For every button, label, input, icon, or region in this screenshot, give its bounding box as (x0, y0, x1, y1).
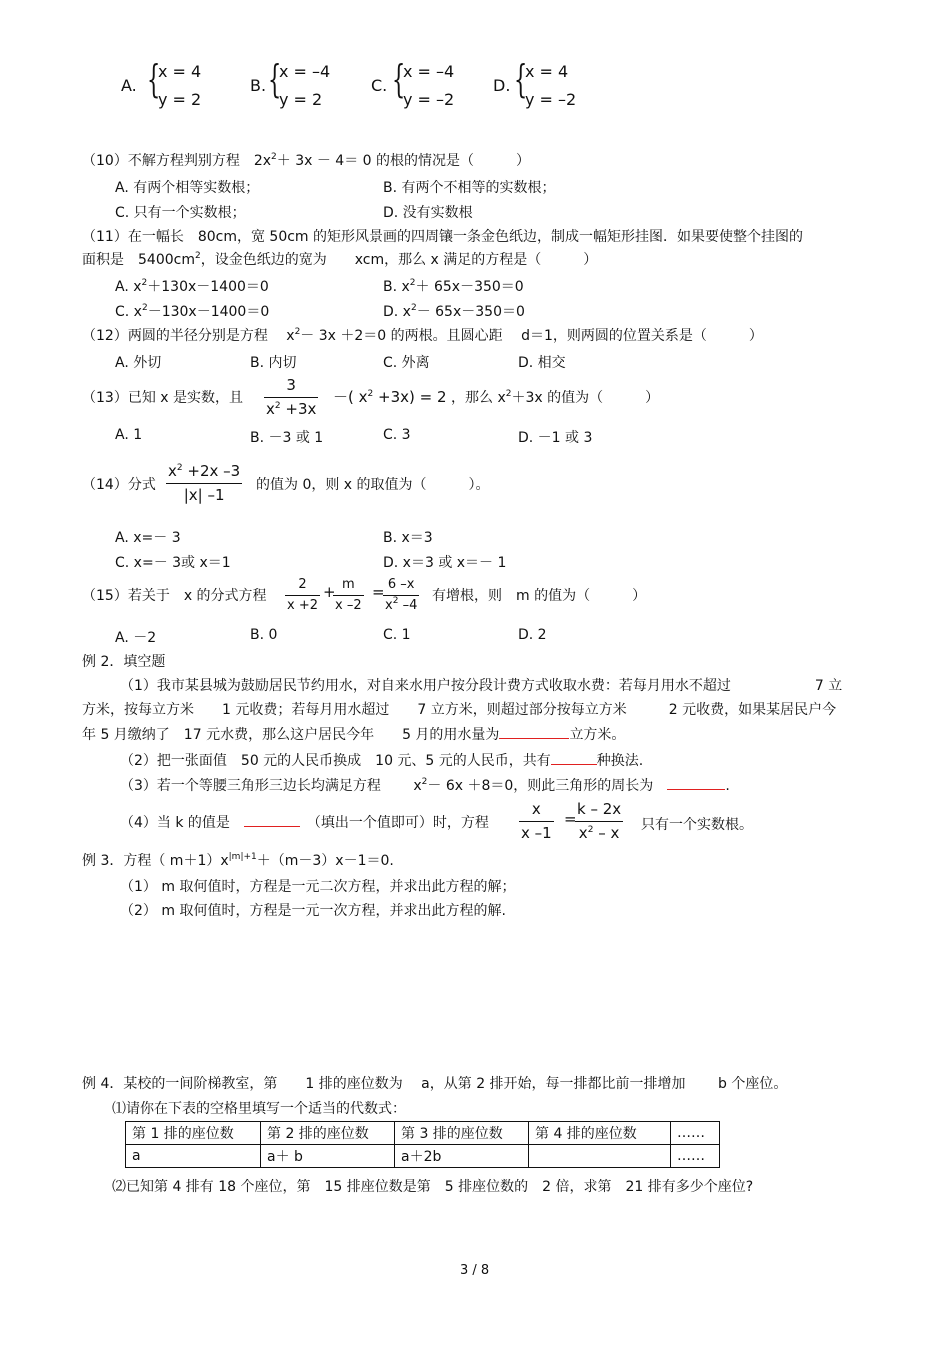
q9-option-b-line2: y = 2 (279, 90, 323, 109)
table-header-cell: 第 3 排的座位数 (395, 1122, 529, 1145)
q9-option-d-line2: y = –2 (525, 90, 577, 109)
q9-option-a-line2: y = 2 (158, 90, 202, 109)
q15-plus: + (323, 583, 336, 601)
ex3-q2: （2） m 取何值时，方程是一元一次方程，并求出此方程的解. (120, 903, 506, 919)
q10-stem: （10）不解方程判别方程 $2x^2+ 3x - 4= 0$ 的根的情况是（ ） (82, 152, 531, 169)
ex3-q1: （1） m 取何值时，方程是一元二次方程，并求出此方程的解； (120, 879, 516, 895)
table-cell-blank[interactable] (529, 1145, 671, 1168)
ex2-q1-line2: 方米，按每立方米 1 元收费；若每月用水超过 7 立方米，则超过部分按每立方米 2 元收费，如果某居民户今 (82, 702, 837, 718)
answer-blank[interactable] (667, 775, 725, 790)
q12-option-c: C. 外离 (383, 355, 430, 371)
table-row (126, 1145, 720, 1168)
answer-blank[interactable] (551, 750, 597, 765)
ex2-q4-equals: = (564, 810, 577, 828)
q15-equals: = (372, 583, 385, 601)
q10-option-d: D. 没有实数根 (383, 205, 473, 221)
q9-option-c-line2: y = –2 (403, 90, 455, 109)
q13-option-a: A. 1 (115, 427, 143, 443)
q15-stem-suffix: 有增根，则 m 的值为（ ） (432, 588, 647, 604)
q14-stem-suffix: 的值为 0，则 x 的取值为（ ）。 (256, 477, 490, 493)
example-2-title: 例 2．填空题 (82, 654, 166, 670)
seat-table (125, 1121, 720, 1168)
answer-blank[interactable] (499, 724, 569, 739)
brace-icon: { (392, 57, 406, 101)
ex2-q3: （3）若一个等腰三角形三边长均满足方程 $x^2- 6x +8=0$，则此三角形的周长为 . (120, 777, 730, 794)
q13-stem-prefix: （13）已知 x 是实数，且 (82, 390, 243, 406)
ex2-q4-fraction-2: k – 2x $x^2$ – x (577, 800, 622, 842)
q13-stem-suffix: ，那么 $x^2+3x$ 的值为（ ） (451, 389, 660, 406)
q9-option-d-letter: D. (493, 76, 511, 95)
q15-fraction-3: 6 –x $x^2$ –4 (385, 577, 418, 613)
q11-option-c: C. $x^2-130x-1400=0$ (115, 303, 270, 320)
q13-expression: －( $x^2 +3x) = 2$ (333, 388, 447, 406)
answer-blank[interactable] (244, 812, 300, 827)
table-cell: a (126, 1145, 261, 1168)
q15-option-d: D. 2 (518, 627, 547, 643)
q12-stem: （12）两圆的半径分别是方程 $x^2- 3x +2=0$ 的两根。且圆心距 d＝1，则两圆的位置关系是（ ） (82, 327, 763, 344)
q14-option-b: B. x＝3 (383, 530, 433, 546)
q9-option-b-line1: x = –4 (279, 62, 331, 81)
q11-option-b: B. $x^2+ 65x-350=0$ (383, 278, 524, 295)
q15-fraction-1: 2 x +2 (287, 577, 318, 613)
q12-option-b: B. 内切 (250, 355, 297, 371)
example-3-title: 例 3．方程（ $m+1)x^{|m|+1}+(m-3)x-1=0$. (82, 852, 394, 869)
q9-option-a-letter: A. (121, 76, 137, 95)
q10-option-b: B. 有两个不相等的实数根； (383, 180, 556, 196)
q15-fraction-2: m x –2 (335, 577, 362, 613)
ex2-q1-line3: 年 5 月缴纳了 17 元水费，那么这户居民今年 5 月的用水量为 立方米。 (82, 724, 625, 744)
q11-option-a: A. $x^2+130x-1400=0$ (115, 278, 269, 295)
q15-stem-prefix: （15）若关于 x 的分式方程 (82, 588, 267, 604)
q12-option-d: D. 相交 (518, 355, 566, 371)
q13-option-b: B. －3 或 1 (250, 430, 324, 446)
q11-option-d: D. $x^2- 65x-350=0$ (383, 303, 525, 320)
q13-option-d: D. －1 或 3 (518, 430, 593, 446)
example-4-title: 例 4．某校的一间阶梯教室，第 1 排的座位数为 a，从第 2 排开始，每一排都比前一排增加 b 个座位。 (82, 1076, 788, 1092)
q14-stem-prefix: （14）分式 (82, 477, 156, 493)
ex2-q4-suffix: 只有一个实数根。 (641, 817, 753, 833)
page-number: 3 / 8 (460, 1263, 490, 1278)
ex2-q2: （2）把一张面值 50 元的人民币换成 10 元、5 元的人民币，共有 种换法. (120, 750, 643, 770)
brace-icon: { (268, 57, 282, 101)
q15-option-c: C. 1 (383, 627, 411, 643)
q14-option-d: D. x＝3 或 x＝－ 1 (383, 555, 507, 571)
q10-option-a: A. 有两个相等实数根； (115, 180, 260, 196)
table-cell: a＋2b (395, 1145, 529, 1168)
brace-icon: { (147, 57, 161, 101)
q14-option-a: A. x=－ 3 (115, 530, 181, 546)
table-header-cell: …… (671, 1122, 720, 1145)
ex2-q4-fraction-1: x x –1 (521, 800, 552, 842)
q11-stem-line2: 面积是 $5400cm^2$，设金色纸边的宽为 xcm，那么 x 满足的方程是（ ） (82, 251, 598, 268)
ex4-q1: ⑴请你在下表的空格里填写一个适当的代数式： (112, 1101, 406, 1117)
ex4-q2: ⑵已知第 4 排有 18 个座位，第 15 排座位数是第 5 排座位数的 2 倍，求第 21 排有多少个座位? (112, 1179, 754, 1195)
q9-option-c-line1: x = –4 (403, 62, 455, 81)
q11-stem-line1: （11）在一幅长 80cm，宽 50cm 的矩形风景画的四周镶一条金色纸边，制成一幅矩形挂图．如果要使整个挂图的 (82, 229, 804, 245)
q12-option-a: A. 外切 (115, 355, 162, 371)
q14-option-c: C. x=－ 3或 x＝1 (115, 555, 231, 571)
q14-fraction: $x^2 +2x$ –3 |x| –1 (168, 462, 241, 504)
q13-option-c: C. 3 (383, 427, 411, 443)
q9-option-b-letter: B. (250, 76, 267, 95)
table-header-cell: 第 2 排的座位数 (261, 1122, 395, 1145)
q9-option-a-line1: x = 4 (158, 62, 202, 81)
ex2-q1-line1: （1）我市某县城为鼓励居民节约用水，对自来水用户按分段计费方式收取水费：若每月用水不超过 7 立 (120, 678, 843, 694)
q13-fraction: 3 $x^2 +3x$ (266, 376, 317, 418)
table-cell: …… (671, 1145, 720, 1168)
brace-icon: { (514, 57, 528, 101)
table-header-cell: 第 4 排的座位数 (529, 1122, 671, 1145)
ex2-q4-prefix: （4）当 k 的值是 （填出一个值即可）时，方程 (120, 812, 489, 832)
q9-option-c-letter: C. (371, 76, 388, 95)
q9-option-d-line1: x = 4 (525, 62, 569, 81)
q15-option-b: B. 0 (250, 627, 278, 643)
q15-option-a: A. －2 (115, 630, 157, 646)
table-cell: a＋ b (261, 1145, 395, 1168)
q10-option-c: C. 只有一个实数根； (115, 205, 246, 221)
table-header-row (126, 1122, 720, 1145)
table-header-cell: 第 1 排的座位数 (126, 1122, 261, 1145)
